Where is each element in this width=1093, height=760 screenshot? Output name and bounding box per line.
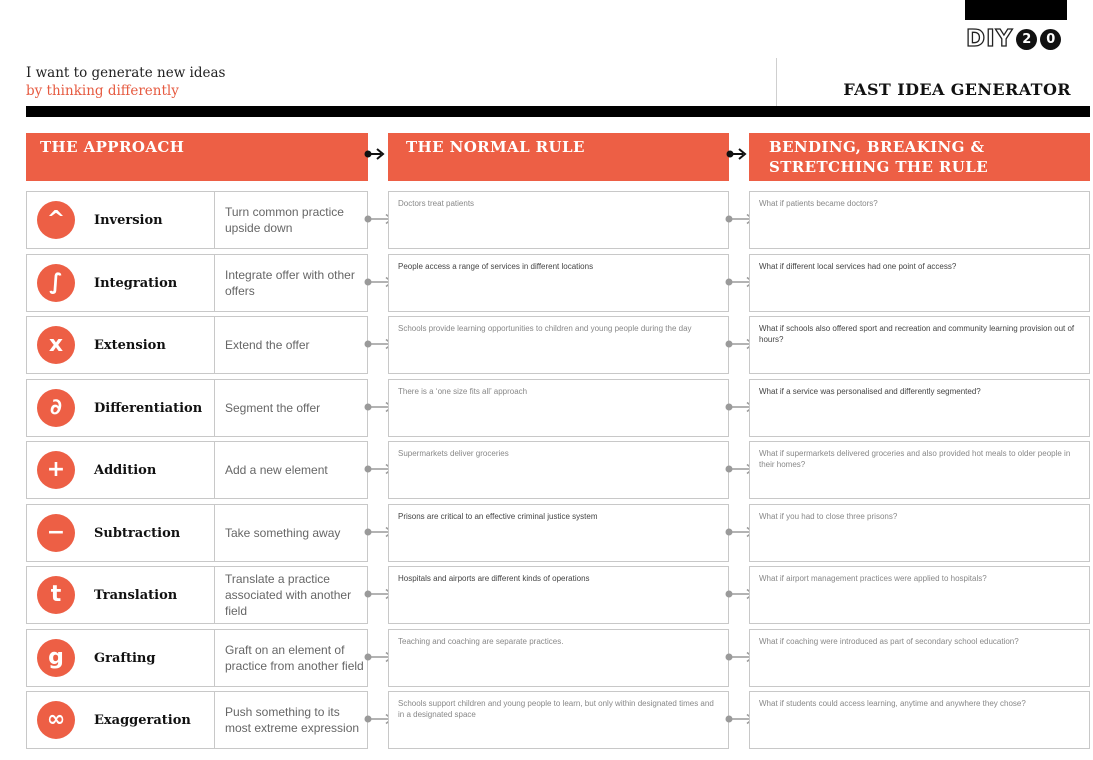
approach-description: Integrate offer with other offers: [225, 268, 355, 298]
bending-rule-text: What if patients became doctors?: [759, 199, 878, 208]
bending-rule-cell: [749, 629, 1090, 687]
bending-rule-cell: [749, 504, 1090, 562]
approach-cell: [26, 629, 368, 687]
header-approach-label: THE APPROACH: [40, 138, 185, 156]
approach-description: Turn common practice upside down: [225, 205, 344, 235]
approach-cell: [26, 254, 368, 312]
extension-icon: [37, 326, 75, 364]
table-row: [26, 316, 1090, 374]
approach-description: Take something away: [225, 526, 341, 540]
table-row: [26, 441, 1090, 499]
approach-cell: [26, 504, 368, 562]
normal-rule-cell: [388, 254, 729, 312]
approach-description: Graft on an element of practice from another field: [225, 643, 364, 673]
cell-divider: [214, 255, 215, 311]
diy-logo: [966, 27, 1061, 51]
header-approach: [26, 133, 368, 181]
normal-rule-text: Supermarkets deliver groceries: [398, 449, 509, 458]
approach-name: Exaggeration: [94, 712, 191, 728]
page-title: FAST IDEA GENERATOR: [843, 80, 1071, 99]
header-normal-label: THE NORMAL RULE: [406, 138, 585, 156]
icon-glyph: ∫: [49, 270, 63, 295]
icon-glyph: ^: [46, 207, 66, 232]
normal-rule-cell: [388, 379, 729, 437]
bending-rule-cell: [749, 566, 1090, 624]
logo-number-2: 0: [1040, 29, 1061, 50]
approach-name: Integration: [94, 275, 178, 291]
normal-rule-text: Schools provide learning opportunities to children and young people during the day: [398, 324, 692, 333]
approach-cell: [26, 379, 368, 437]
cell-divider: [214, 192, 215, 248]
bending-rule-text: What if airport management practices were applied to hospitals?: [759, 574, 987, 583]
table-row: [26, 504, 1090, 562]
approach-cell: [26, 691, 368, 749]
icon-glyph: ∞: [46, 707, 66, 732]
title-rule: [26, 106, 1090, 117]
addition-icon: [37, 451, 75, 489]
approach-cell: [26, 441, 368, 499]
approach-description: Push something to its most extreme expression: [225, 705, 360, 735]
normal-rule-text: Prisons are critical to an effective criminal justice system: [398, 512, 598, 521]
header-bending-line-1: BENDING, BREAKING &: [769, 138, 985, 156]
approach-name: Inversion: [94, 212, 163, 228]
exaggeration-icon: [37, 701, 75, 739]
cell-divider: [214, 317, 215, 373]
logo-bar: [965, 0, 1067, 20]
logo-number-1: 2: [1016, 29, 1037, 50]
intro-text: [26, 64, 225, 100]
normal-rule-cell: [388, 316, 729, 374]
cell-divider: [214, 505, 215, 561]
approach-description: Extend the offer: [225, 338, 310, 352]
bending-rule-text: What if you had to close three prisons?: [759, 512, 898, 521]
normal-rule-cell: [388, 441, 729, 499]
approach-name: Grafting: [94, 650, 156, 666]
table-row: [26, 191, 1090, 249]
bending-rule-cell: [749, 379, 1090, 437]
approach-name: Differentiation: [94, 400, 203, 416]
bending-rule-cell: [749, 191, 1090, 249]
intro-line-1: I want to generate new ideas: [26, 65, 226, 81]
icon-glyph: +: [46, 457, 66, 482]
header-arrow-1: [364, 147, 386, 161]
icon-glyph: x: [48, 332, 64, 357]
normal-rule-cell: [388, 504, 729, 562]
translation-icon: [37, 576, 75, 614]
normal-rule-cell: [388, 566, 729, 624]
icon-glyph: ∂: [50, 395, 62, 420]
bending-rule-text: What if a service was personalised and differently segmented?: [759, 387, 981, 396]
normal-rule-text: Teaching and coaching are separate practices.: [398, 637, 564, 646]
approach-name: Extension: [94, 337, 166, 353]
bending-rule-text: What if different local services had one point of access?: [759, 262, 957, 271]
cell-divider: [214, 692, 215, 748]
normal-rule-cell: [388, 629, 729, 687]
bending-rule-cell: [749, 254, 1090, 312]
normal-rule-text: There is a ‘one size fits all’ approach: [398, 387, 528, 396]
cell-divider: [214, 442, 215, 498]
icon-glyph: −: [46, 520, 66, 545]
approach-description: Segment the offer: [225, 401, 321, 415]
bending-rule-text: What if supermarkets delivered groceries and also provided hot meals to older people in their homes?: [759, 449, 1071, 469]
bending-rule-text: What if schools also offered sport and recreation and community learning provision out of hours?: [759, 324, 1075, 344]
inversion-icon: [37, 201, 75, 239]
header-divider: [776, 58, 777, 106]
normal-rule-cell: [388, 191, 729, 249]
approach-name: Subtraction: [94, 525, 181, 541]
cell-divider: [214, 380, 215, 436]
cell-divider: [214, 630, 215, 686]
header-bending-line-2: STRETCHING THE RULE: [769, 158, 989, 176]
bending-rule-cell: [749, 316, 1090, 374]
logo-text: DIY: [966, 26, 1014, 52]
approach-cell: [26, 191, 368, 249]
bending-rule-cell: [749, 441, 1090, 499]
approach-name: Translation: [94, 587, 178, 603]
bending-rule-text: What if coaching were introduced as part of secondary school education?: [759, 637, 1019, 646]
normal-rule-text: Hospitals and airports are different kinds of operations: [398, 574, 590, 583]
approach-description: Translate a practice associated with another field: [225, 572, 352, 618]
grafting-icon: [37, 639, 75, 677]
normal-rule-cell: [388, 691, 729, 749]
bending-rule-cell: [749, 691, 1090, 749]
header-normal-rule: [388, 133, 729, 181]
header-arrow-2: [726, 147, 748, 161]
approach-cell: [26, 316, 368, 374]
table-row: [26, 566, 1090, 624]
table-row: [26, 629, 1090, 687]
header-bending-rule: [749, 133, 1090, 181]
table-row: [26, 254, 1090, 312]
approach-description: Add a new element: [225, 463, 328, 477]
integration-icon: [37, 264, 75, 302]
normal-rule-text: Schools support children and young people to learn, but only within designated times and in a designated space: [398, 699, 714, 719]
approach-cell: [26, 566, 368, 624]
icon-glyph: t: [50, 582, 62, 607]
differentiation-icon: [37, 389, 75, 427]
table-row: [26, 379, 1090, 437]
table-row: [26, 691, 1090, 749]
normal-rule-text: Doctors treat patients: [398, 199, 475, 208]
approach-name: Addition: [94, 462, 157, 478]
normal-rule-text: People access a range of services in different locations: [398, 262, 594, 271]
intro-line-2: by thinking differently: [26, 83, 179, 99]
subtraction-icon: [37, 514, 75, 552]
cell-divider: [214, 567, 215, 623]
icon-glyph: g: [48, 645, 64, 670]
bending-rule-text: What if students could access learning, anytime and anywhere they chose?: [759, 699, 1026, 708]
